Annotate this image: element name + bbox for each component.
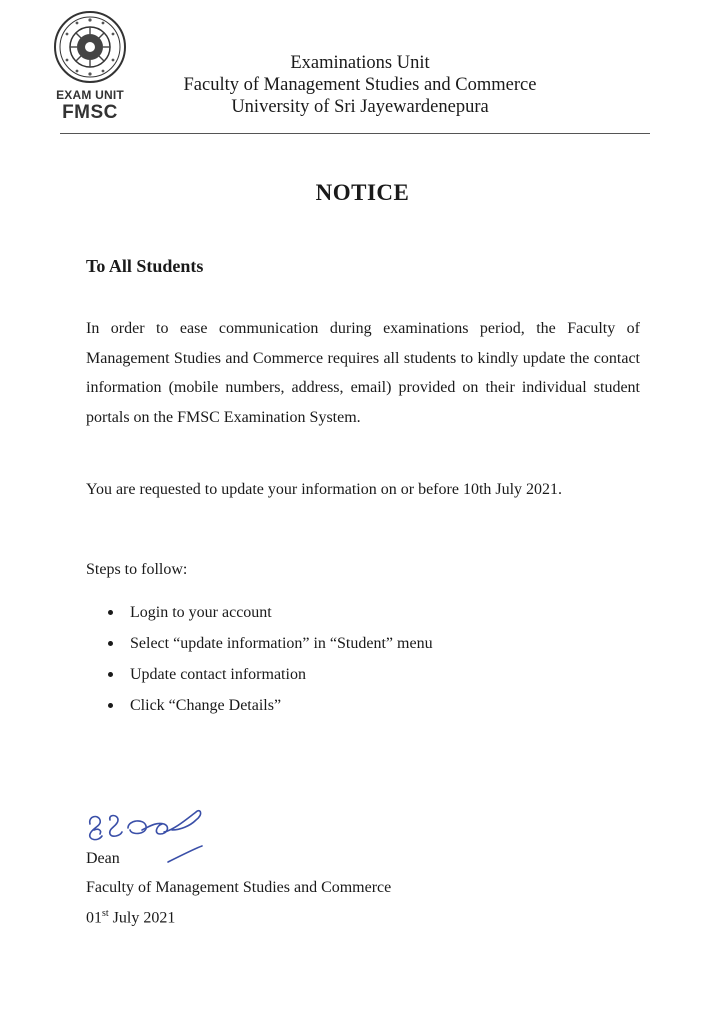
date-day: 01 [86, 909, 102, 927]
letterhead-faculty: Faculty of Management Studies and Commerce [183, 75, 537, 95]
notice-title: NOTICE [315, 180, 410, 205]
step-item: Update contact information [104, 659, 433, 690]
signatory-title: Dean [86, 850, 120, 867]
logo-unit-label: EXAM UNIT [56, 88, 124, 102]
fmsc-logo [50, 10, 130, 123]
notice-greeting: To All Students [86, 256, 204, 276]
date-suffix: st [102, 908, 109, 919]
step-item: Click “Change Details” [104, 690, 433, 721]
steps-label: Steps to follow: [86, 561, 188, 578]
logo-name: FMSC [62, 102, 118, 123]
deadline-text: You are requested to update your information on or before 10th July 2021. [86, 481, 563, 498]
header-divider [60, 133, 650, 134]
university-seal-icon [53, 10, 127, 84]
notice-date [86, 908, 175, 927]
letterhead-university: University of Sri Jayewardenepura [231, 97, 489, 117]
letterhead [140, 52, 580, 118]
date-month-year: July 2021 [108, 909, 176, 927]
notice-paragraph: In order to ease communication during examinations period, the Faculty of Management Studies and Commerce requires all students to kindly update the contact information (mobile numbers, address, email) provided on their individual student portals on the FMSC Examination System. [86, 320, 640, 426]
steps-list [104, 597, 433, 721]
letterhead-unit: Examinations Unit [290, 53, 430, 73]
signatory-faculty: Faculty of Management Studies and Commerce [86, 879, 392, 896]
step-item: Login to your account [104, 597, 433, 628]
step-item: Select “update information” in “Student” menu [104, 628, 433, 659]
